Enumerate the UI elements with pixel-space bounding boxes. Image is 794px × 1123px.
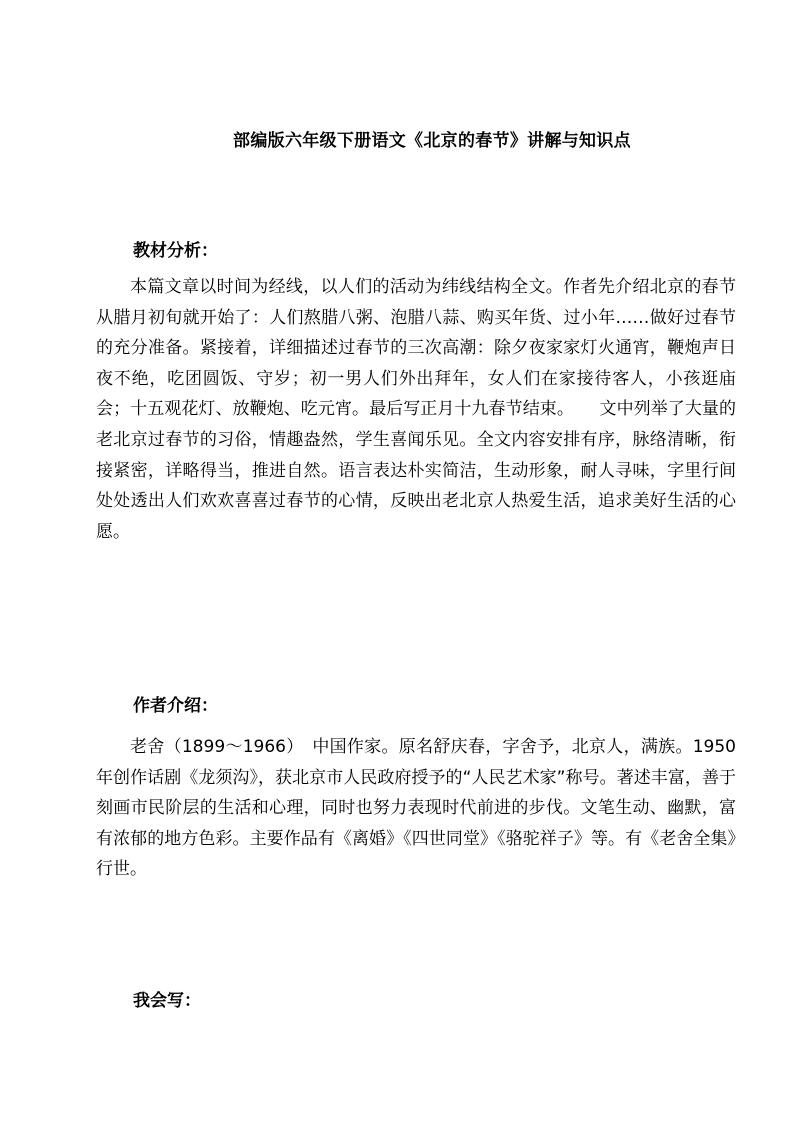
section-heading-author-intro: 作者介绍：	[133, 696, 218, 716]
paragraph-textbook-analysis: 本篇文章以时间为经线，以人们的活动为纬线结构全文。作者先介绍北京的春节从腊月初旬就开始了：人们熬腊八粥、泡腊八蒜、购买年货、过小年……做好过春节的充分准备。紧接着，详细描述过春节的三次高潮：除夕夜家家灯火通宵，鞭炮声日夜不绝，吃团圆饭、守岁；初一男人们外出拜年，女人们在家接待客人，小孩逛庙会；十五观花灯、放鞭炮、吃元宵。最后写正月十九春节结束。 文中列举了大量的老北京过春节的习俗，情趣盎然，学生喜闻乐见。全文内容安排有序，脉络清晰，衔接紧密，详略得当，推进自然。语言表达朴实简洁，生动形象，耐人寻味，字里行间处处透出人们欢欢喜喜过春节的心情，反映出老北京人热爱生活，追求美好生活的心愿。	[96, 277, 736, 542]
section-heading-i-can-write: 我会写：	[133, 991, 201, 1011]
section-heading-textbook-analysis: 教材分析：	[133, 241, 218, 261]
document-title: 部编版六年级下册语文《北京的春节》讲解与知识点	[233, 131, 631, 151]
paragraph-author-intro: 老舍（1899～1966） 中国作家。原名舒庆春，字舍予，北京人，满族。1950年创作话剧《龙须沟》，获北京市人民政府授予的“人民艺术家”称号。著述丰富，善于刻画市民阶层的生活和心理，同时也努力表现时代前进的步伐。文笔生动、幽默，富有浓郁的地方色彩。主要作品有《离婚》《四世同堂》《骆驼祥子》等。有《老舍全集》行世。	[96, 737, 736, 880]
